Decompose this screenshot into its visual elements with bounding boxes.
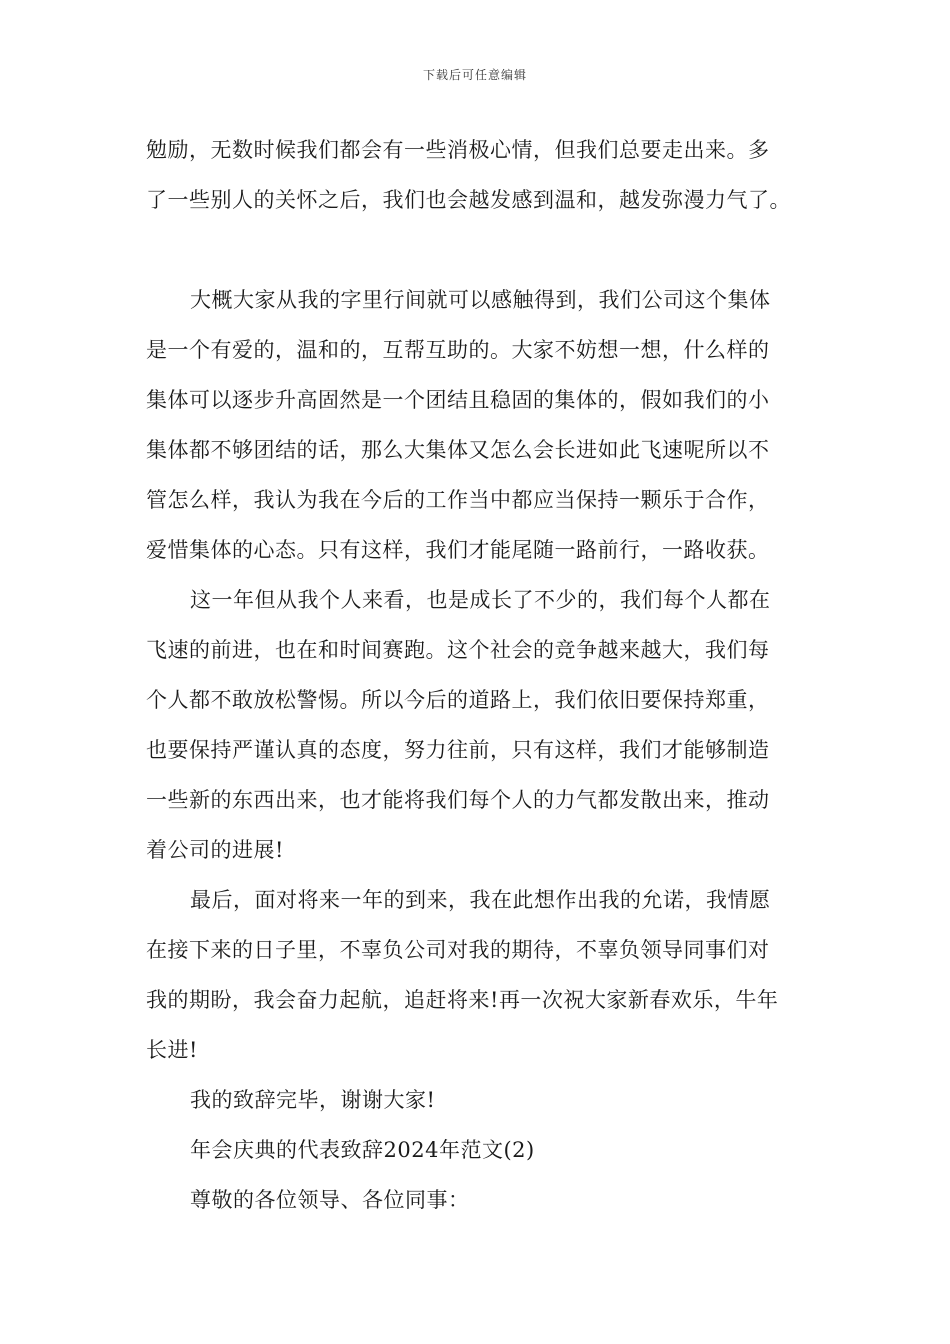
text-line: 了一些别人的关怀之后，我们也会越发感到温和，越发弥漫力气了。 (146, 188, 791, 212)
text-line: 个人都不敢放松警惕。所以今后的道路上，我们依旧要保持郑重， (146, 688, 770, 712)
section-title: 年会庆典的代表致辞2024年范文(2) (190, 1138, 535, 1162)
text-line: 这一年但从我个人来看，也是成长了不少的，我们每个人都在 (190, 588, 771, 612)
text-line: 是一个有爱的，温和的，互帮互助的。大家不妨想一想，什么样的 (146, 338, 770, 362)
text-line: 爱惜集体的心态。只有这样，我们才能尾随一路前行，一路收获。 (146, 538, 770, 562)
text-line: 最后，面对将来一年的到来，我在此想作出我的允诺，我情愿 (190, 888, 771, 912)
text-line: 一些新的东西出来，也才能将我们每个人的力气都发散出来，推动 (146, 788, 770, 812)
closing-line: 我的致辞完毕，谢谢大家! (190, 1088, 436, 1112)
paragraph-gap (146, 225, 810, 275)
page-header: 下载后可任意编辑 (422, 68, 527, 82)
text-line: 着公司的进展! (146, 838, 284, 862)
text-line: 集体可以逐步升高固然是一个团结且稳固的集体的，假如我们的小 (146, 388, 770, 412)
text-line: 大概大家从我的字里行间就可以感触得到，我们公司这个集体 (190, 288, 771, 312)
salutation: 尊敬的各位领导、各位同事： (190, 1188, 470, 1212)
text-line: 长进! (146, 1038, 198, 1062)
text-line: 在接下来的日子里，不辜负公司对我的期待，不辜负领导同事们对 (146, 938, 770, 962)
text-line: 勉励，无数时候我们都会有一些消极心情，但我们总要走出来。多 (146, 138, 770, 162)
text-line: 飞速的前进，也在和时间赛跑。这个社会的竞争越来越大，我们每 (146, 638, 770, 662)
text-line: 集体都不够团结的话，那么大集体又怎么会长进如此飞速呢所以不 (146, 438, 770, 462)
document-body (146, 125, 810, 1225)
text-line: 我的期盼，我会奋力起航，追赶将来!再一次祝大家新春欢乐，牛年 (146, 988, 779, 1012)
text-line: 管怎么样，我认为我在今后的工作当中都应当保持一颗乐于合作， (146, 488, 770, 512)
text-line: 也要保持严谨认真的态度，努力往前，只有这样，我们才能够制造 (146, 738, 770, 762)
